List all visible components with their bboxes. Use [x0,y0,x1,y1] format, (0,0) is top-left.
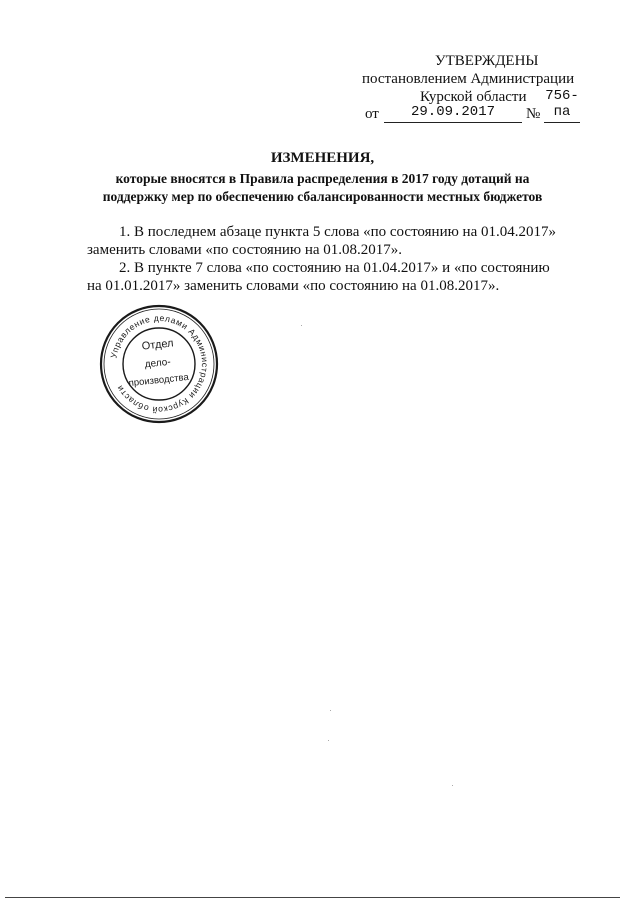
stamp-ring-text: Управление делами Администрации Курской области [108,312,211,416]
approved-by-line1: постановлением Администрации [362,71,575,87]
document-subtitle-line2: поддержку мер по обеспечению сбалансированности местных бюджетов [102,189,543,204]
date-field [384,103,522,123]
office-stamp [98,303,220,425]
number-value: 756-па [545,88,579,120]
stamp-center-line3: производства [128,371,190,390]
stamp-center-line2: дело- [144,356,172,371]
scan-speck [328,740,329,741]
paragraph1-line2: заменить словами «по состоянию на 01.08.2017». [87,242,403,258]
approved-heading: УТВЕРЖДЕНЫ [435,53,539,69]
paragraph1-line1: 1. В последнем абзаце пункта 5 слова «по состоянию на 01.04.2017» [119,224,556,240]
stamp-center-line1: Отдел [141,337,175,353]
date-prefix: от [365,106,379,122]
number-prefix: № [526,106,541,122]
document-title: ИЗМЕНЕНИЯ, [270,150,375,166]
date-value: 29.09.2017 [410,104,495,120]
paragraph2-line2: на 01.01.2017» заменить словами «по состоянию на 01.08.2017». [87,278,500,294]
number-field [544,88,580,123]
scan-speck [301,325,302,326]
paragraph2-line1: 2. В пункте 7 слова «по состоянию на 01.04.2017» и «по состоянию [119,260,550,276]
scan-speck [452,785,453,786]
scan-edge-line [5,897,620,898]
scan-speck [330,710,331,711]
approved-by-line2: Курской области [420,89,527,105]
document-subtitle-line1: которые вносятся в Правила распределения в 2017 году дотаций на [115,171,530,186]
